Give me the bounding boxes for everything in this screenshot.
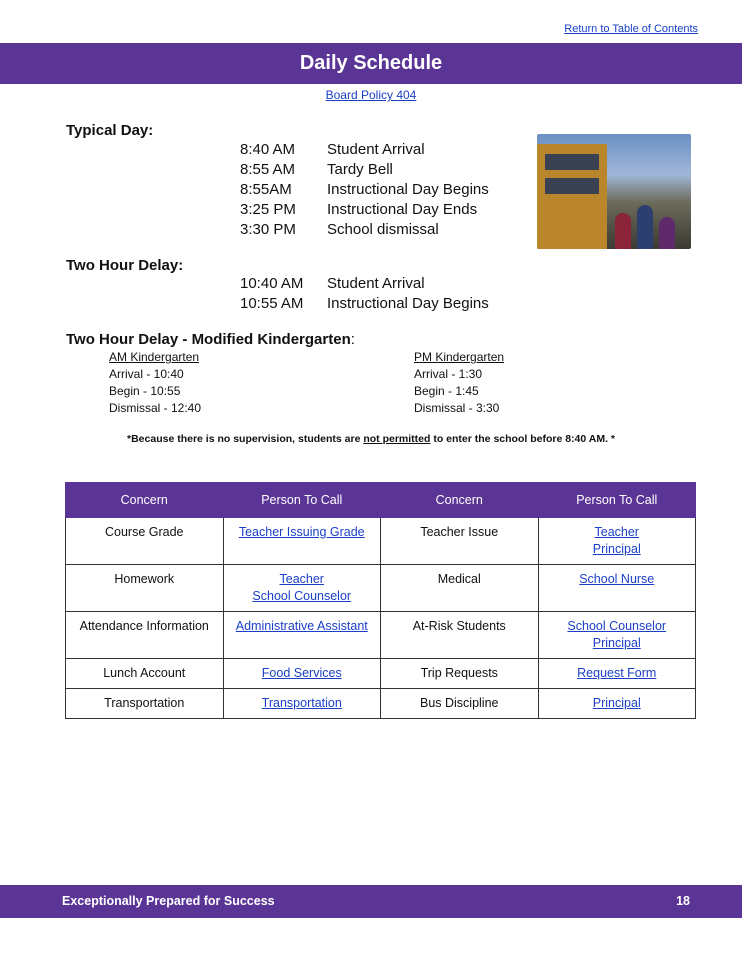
concern-cell: Bus Discipline <box>381 689 539 719</box>
contact-link[interactable]: Teacher <box>279 572 324 586</box>
contacts-table <box>65 482 696 719</box>
two-hour-delay-schedule <box>240 274 489 314</box>
pm-dismissal: Dismissal - 3:30 <box>414 401 500 415</box>
note-underlined: not permitted <box>363 433 431 445</box>
contact-cell <box>538 565 696 612</box>
contact-link[interactable]: Teacher <box>594 525 639 539</box>
pm-arrival: Arrival - 1:30 <box>414 367 483 381</box>
note-before: *Because there is no supervision, students are <box>127 433 364 445</box>
bus-window <box>545 178 599 194</box>
pm-kindergarten-label: PM Kindergarten <box>414 350 505 364</box>
contact-cell <box>223 612 381 659</box>
concern-cell: Medical <box>381 565 539 612</box>
modified-kindergarten-title: Two Hour Delay - Modified Kindergarten <box>66 331 351 348</box>
note-after: to enter the school before 8:40 AM. * <box>430 433 615 445</box>
contact-cell <box>538 659 696 689</box>
modified-kindergarten-heading <box>66 331 355 348</box>
table-row <box>66 659 696 689</box>
schedule-row <box>240 140 489 160</box>
concern-cell: Trip Requests <box>381 659 539 689</box>
school-bus-photo <box>537 134 691 249</box>
table-row <box>66 565 696 612</box>
header-concern: Concern <box>66 483 224 518</box>
return-to-toc-link[interactable]: Return to Table of Contents <box>564 23 698 35</box>
student-figure <box>637 205 653 249</box>
concern-cell: Homework <box>66 565 224 612</box>
table-row <box>66 612 696 659</box>
schedule-row <box>240 180 489 200</box>
am-begin: Begin - 10:55 <box>109 384 181 398</box>
schedule-time: 8:55 AM <box>240 161 296 178</box>
schedule-event: Student Arrival <box>327 275 425 292</box>
supervision-note <box>0 433 742 445</box>
schedule-event: Instructional Day Begins <box>327 181 489 198</box>
schedule-time: 3:25 PM <box>240 201 296 218</box>
contact-link[interactable]: School Counselor <box>252 589 352 603</box>
schedule-time: 3:30 PM <box>240 221 296 238</box>
heading-colon: : <box>350 331 355 348</box>
schedule-time: 8:55AM <box>240 181 292 198</box>
schedule-event: Student Arrival <box>327 141 425 158</box>
schedule-time: 10:40 AM <box>240 275 304 292</box>
pm-begin: Begin - 1:45 <box>414 384 479 398</box>
header-person-to-call: Person To Call <box>538 483 696 518</box>
contact-link[interactable]: School Nurse <box>579 572 655 586</box>
contact-link[interactable]: Food Services <box>261 666 342 680</box>
footer-tagline: Exceptionally Prepared for Success <box>62 894 275 908</box>
bus-window <box>545 154 599 170</box>
contact-link[interactable]: Administrative Assistant <box>235 619 368 633</box>
contact-cell <box>538 689 696 719</box>
contact-link[interactable]: Request Form <box>577 666 657 680</box>
am-dismissal: Dismissal - 12:40 <box>109 401 202 415</box>
am-kindergarten <box>109 349 201 417</box>
contact-cell <box>223 689 381 719</box>
table-row <box>66 518 696 565</box>
concern-cell: Lunch Account <box>66 659 224 689</box>
am-arrival: Arrival - 10:40 <box>109 367 184 381</box>
page-title: Daily Schedule <box>0 43 742 84</box>
schedule-row <box>240 200 489 220</box>
schedule-event: Instructional Day Begins <box>327 295 489 312</box>
schedule-row <box>240 220 489 240</box>
concern-cell: Attendance Information <box>66 612 224 659</box>
bus-shape <box>537 144 607 249</box>
policy-link-wrap <box>0 88 742 102</box>
concern-cell: Transportation <box>66 689 224 719</box>
concern-cell: At-Risk Students <box>381 612 539 659</box>
schedule-time: 8:40 AM <box>240 141 296 158</box>
two-hour-delay-heading: Two Hour Delay: <box>66 257 184 274</box>
contact-link[interactable]: Transportation <box>261 696 342 710</box>
contact-cell <box>538 612 696 659</box>
schedule-event: Tardy Bell <box>327 161 393 178</box>
header-person-to-call: Person To Call <box>223 483 381 518</box>
contact-link[interactable]: Principal <box>592 696 641 710</box>
contact-cell <box>223 565 381 612</box>
schedule-row <box>240 160 489 180</box>
pm-kindergarten <box>414 349 504 417</box>
typical-day-schedule <box>240 140 489 240</box>
student-figure <box>615 213 631 249</box>
contacts-table-body <box>66 518 696 719</box>
contact-cell <box>223 518 381 565</box>
typical-day-heading: Typical Day: <box>66 122 154 139</box>
schedule-event: Instructional Day Ends <box>327 201 478 218</box>
schedule-row <box>240 294 489 314</box>
contact-link[interactable]: School Counselor <box>567 619 667 633</box>
table-header-row <box>66 483 696 518</box>
contact-link[interactable]: Principal <box>592 542 641 556</box>
table-row <box>66 689 696 719</box>
board-policy-link[interactable]: Board Policy 404 <box>325 88 417 102</box>
concern-cell: Course Grade <box>66 518 224 565</box>
contact-link[interactable]: Teacher Issuing Grade <box>238 525 365 539</box>
page-number: 18 <box>676 894 690 908</box>
header-concern: Concern <box>381 483 539 518</box>
student-figure <box>659 217 675 249</box>
contact-link[interactable]: Principal <box>592 636 641 650</box>
page-footer <box>0 885 742 918</box>
schedule-event: School dismissal <box>327 221 439 238</box>
contact-cell <box>223 659 381 689</box>
am-kindergarten-label: AM Kindergarten <box>109 350 200 364</box>
concern-cell: Teacher Issue <box>381 518 539 565</box>
schedule-row <box>240 274 489 294</box>
schedule-time: 10:55 AM <box>240 295 304 312</box>
contact-cell <box>538 518 696 565</box>
